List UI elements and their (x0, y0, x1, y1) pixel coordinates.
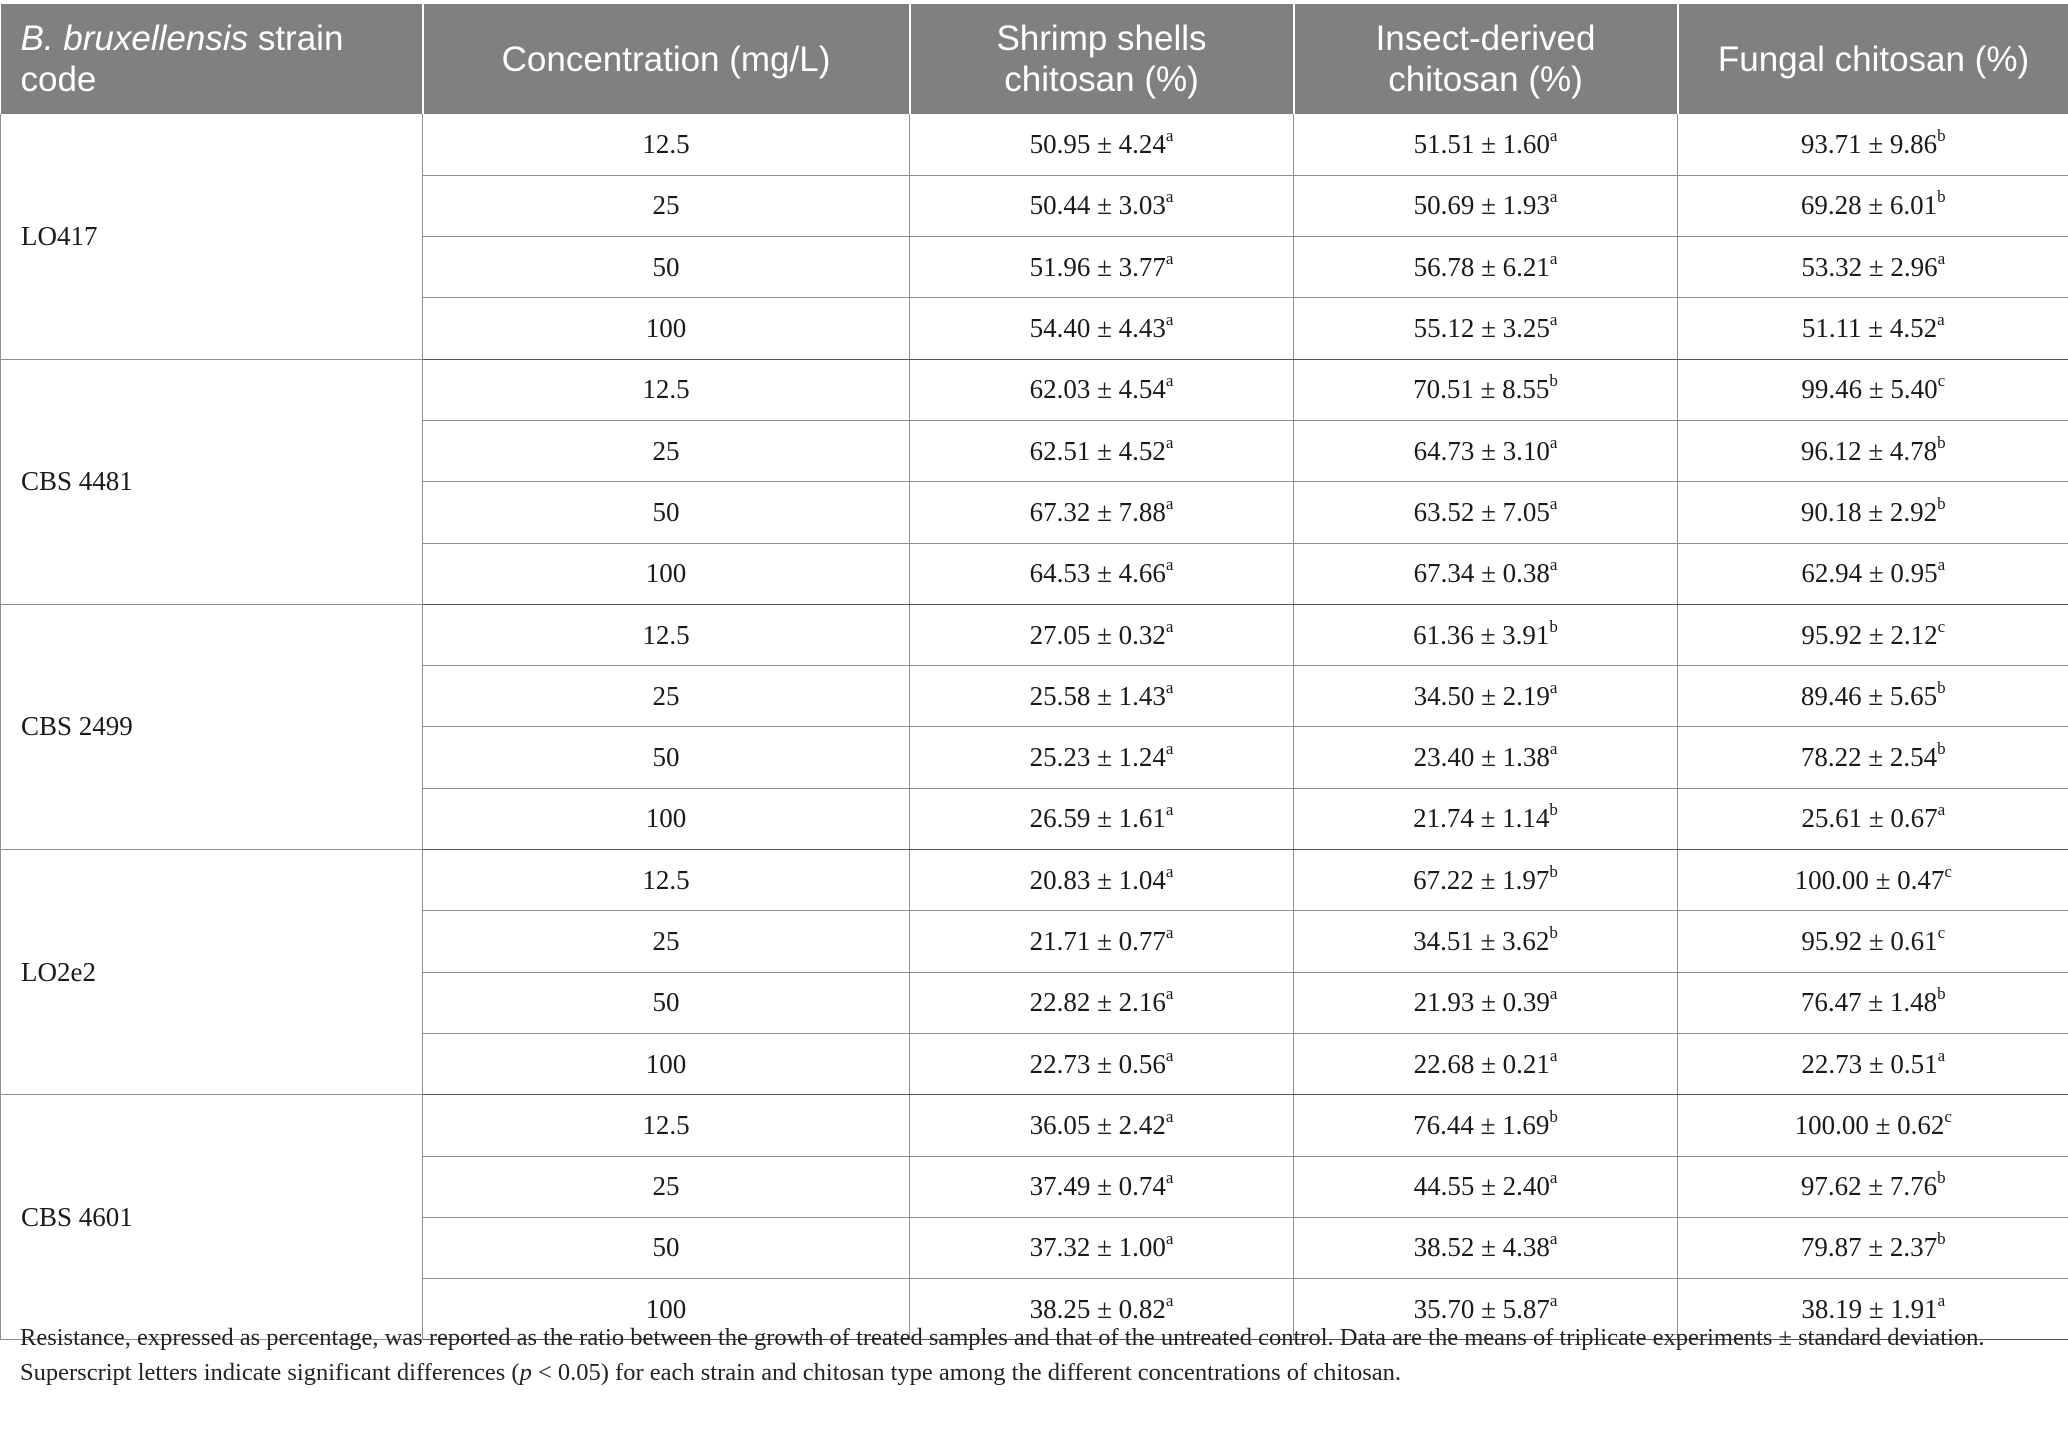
insect-significance-letter: a (1549, 1290, 1558, 1310)
header-insect-chitosan: Insect-derived chitosan (%) (1294, 4, 1678, 114)
insect-value: 63.52 ± 7.05 (1413, 496, 1550, 527)
insect-value: 51.51 ± 1.60 (1413, 128, 1550, 159)
strain-code-cell: LO2e2 (1, 850, 423, 1095)
shrimp-value: 38.25 ± 0.82 (1029, 1293, 1166, 1324)
insect-value: 23.40 ± 1.38 (1413, 742, 1550, 773)
insect-value: 22.68 ± 0.21 (1413, 1048, 1550, 1079)
shrimp-value: 26.59 ± 1.61 (1029, 803, 1166, 834)
shrimp-significance-letter: a (1165, 493, 1174, 513)
shrimp-significance-letter: a (1165, 1045, 1174, 1065)
fungal-value-cell (1678, 1156, 2068, 1217)
fungal-value-cell (1678, 727, 2068, 788)
insect-value: 21.74 ± 1.14 (1413, 803, 1550, 834)
shrimp-significance-letter: a (1165, 1168, 1174, 1188)
fungal-value-cell (1678, 1095, 2068, 1156)
concentration-cell: 25 (423, 175, 910, 236)
insect-value-cell (1294, 359, 1678, 420)
insect-significance-letter: b (1549, 800, 1558, 820)
fungal-value: 95.92 ± 0.61 (1801, 926, 1938, 956)
concentration-cell: 12.5 (423, 850, 910, 911)
shrimp-value: 21.71 ± 0.77 (1029, 926, 1166, 956)
shrimp-value-cell (910, 911, 1294, 972)
insect-value: 21.93 ± 0.39 (1413, 987, 1550, 1018)
shrimp-value-cell (910, 788, 1294, 849)
table-body (1, 114, 2068, 1340)
insect-significance-letter: a (1549, 677, 1558, 697)
strain-code-cell: LO417 (1, 114, 423, 359)
table-row (1, 850, 2068, 911)
insect-value-cell (1294, 1156, 1678, 1217)
fungal-value-cell (1678, 237, 2068, 298)
insect-value: 34.51 ± 3.62 (1413, 926, 1550, 956)
table-header (1, 4, 2068, 114)
fungal-value: 53.32 ± 2.96 (1801, 251, 1938, 282)
shrimp-value-cell (910, 1217, 1294, 1278)
fungal-value-cell (1678, 114, 2068, 175)
shrimp-value: 37.49 ± 0.74 (1029, 1171, 1166, 1202)
concentration-cell: 50 (423, 1217, 910, 1278)
shrimp-value: 64.53 ± 4.66 (1029, 558, 1166, 589)
fungal-value: 93.71 ± 9.86 (1800, 128, 1938, 159)
fungal-value-cell (1678, 298, 2068, 359)
header-strain-label: strain code (20, 19, 344, 99)
shrimp-value-cell (910, 604, 1294, 665)
insect-value: 70.51 ± 8.55 (1413, 374, 1550, 405)
shrimp-significance-letter: a (1165, 1290, 1174, 1310)
insect-significance-letter: b (1549, 616, 1558, 636)
shrimp-value-cell (910, 298, 1294, 359)
shrimp-significance-letter: a (1165, 187, 1174, 207)
insect-value-cell (1294, 1095, 1678, 1156)
concentration-cell: 12.5 (423, 1095, 910, 1156)
concentration-cell: 100 (423, 788, 910, 849)
shrimp-significance-letter: a (1165, 1229, 1174, 1249)
shrimp-value: 22.82 ± 2.16 (1029, 987, 1166, 1018)
insect-significance-letter: b (1549, 1106, 1558, 1126)
insect-value-cell (1294, 114, 1678, 175)
fungal-value-cell (1678, 788, 2068, 849)
insect-significance-letter: a (1549, 187, 1558, 207)
strain-code-cell: CBS 4601 (1, 1095, 423, 1340)
insect-value-cell (1294, 1033, 1678, 1094)
shrimp-significance-letter: a (1165, 616, 1174, 636)
concentration-cell: 50 (423, 727, 910, 788)
header-strain-code (1, 4, 423, 114)
insect-significance-letter: a (1549, 125, 1558, 145)
insect-value-cell (1294, 543, 1678, 604)
insect-value: 64.73 ± 3.10 (1413, 435, 1550, 466)
insect-value-cell (1294, 727, 1678, 788)
fungal-significance-letter: c (1937, 923, 1946, 942)
insect-value: 67.22 ± 1.97 (1413, 864, 1550, 895)
concentration-cell: 25 (423, 1156, 910, 1217)
shrimp-value-cell (910, 850, 1294, 911)
fungal-value: 95.92 ± 2.12 (1801, 619, 1938, 650)
results-table (0, 4, 2068, 1340)
fungal-value-cell (1678, 359, 2068, 420)
fungal-value-cell (1678, 911, 2068, 972)
shrimp-value-cell (910, 1095, 1294, 1156)
shrimp-significance-letter: a (1165, 310, 1174, 330)
shrimp-significance-letter: a (1165, 677, 1174, 697)
shrimp-value-cell (910, 420, 1294, 481)
fungal-value: 96.12 ± 4.78 (1800, 435, 1938, 466)
fungal-value: 51.11 ± 4.52 (1801, 313, 1938, 344)
fungal-value-cell (1678, 972, 2068, 1033)
fungal-value-cell (1678, 604, 2068, 665)
insect-significance-letter: b (1549, 923, 1558, 942)
shrimp-value: 67.32 ± 7.88 (1029, 496, 1166, 527)
fungal-value: 22.73 ± 0.51 (1801, 1048, 1938, 1079)
header-shrimp-chitosan: Shrimp shells chitosan (%) (910, 4, 1294, 114)
fungal-significance-letter: a (1937, 1045, 1946, 1065)
table-row (1, 359, 2068, 420)
insect-value-cell (1294, 482, 1678, 543)
shrimp-significance-letter: a (1165, 923, 1174, 942)
insect-significance-letter: a (1549, 432, 1558, 452)
shrimp-significance-letter: a (1165, 800, 1174, 820)
concentration-cell: 12.5 (423, 604, 910, 665)
table-row (1, 1095, 2068, 1156)
fungal-value: 62.94 ± 0.95 (1801, 558, 1938, 589)
fungal-value: 76.47 ± 1.48 (1800, 987, 1938, 1018)
insect-significance-letter: a (1549, 1045, 1558, 1065)
insect-value-cell (1294, 850, 1678, 911)
concentration-cell: 100 (423, 543, 910, 604)
fungal-value-cell (1678, 1033, 2068, 1094)
fungal-significance-letter: b (1937, 739, 1946, 759)
shrimp-significance-letter: a (1165, 432, 1174, 452)
fungal-significance-letter: c (1944, 1106, 1952, 1126)
insect-value: 38.52 ± 4.38 (1413, 1232, 1550, 1263)
shrimp-significance-letter: a (1165, 555, 1174, 575)
shrimp-significance-letter: a (1165, 861, 1174, 881)
shrimp-value: 62.51 ± 4.52 (1029, 435, 1166, 466)
shrimp-value: 25.23 ± 1.24 (1029, 742, 1166, 773)
concentration-cell: 25 (423, 911, 910, 972)
fungal-significance-letter: b (1937, 984, 1946, 1004)
insect-value-cell (1294, 604, 1678, 665)
concentration-cell: 100 (423, 298, 910, 359)
insect-significance-letter: b (1549, 371, 1558, 391)
fungal-value-cell (1678, 482, 2068, 543)
shrimp-value-cell (910, 482, 1294, 543)
fungal-significance-letter: c (1944, 861, 1952, 881)
shrimp-value: 22.73 ± 0.56 (1029, 1048, 1166, 1079)
shrimp-value: 62.03 ± 4.54 (1029, 374, 1166, 405)
insect-value-cell (1294, 972, 1678, 1033)
fungal-value: 90.18 ± 2.92 (1800, 496, 1938, 527)
insect-value-cell (1294, 237, 1678, 298)
insect-value: 34.50 ± 2.19 (1413, 680, 1550, 711)
shrimp-value-cell (910, 237, 1294, 298)
header-strain-species: B. bruxellensis (20, 19, 249, 58)
insect-value-cell (1294, 420, 1678, 481)
footnote-text-2: < 0.05) for each strain and chitosan type among the different concentrations of chitosan. (531, 1359, 1402, 1386)
table-row (1, 604, 2068, 665)
insect-value: 35.70 ± 5.87 (1413, 1293, 1550, 1324)
fungal-value: 100.00 ± 0.47 (1794, 864, 1945, 895)
shrimp-value-cell (910, 359, 1294, 420)
insect-value: 44.55 ± 2.40 (1413, 1171, 1550, 1202)
fungal-value-cell (1678, 850, 2068, 911)
shrimp-significance-letter: a (1165, 739, 1174, 759)
insect-value: 61.36 ± 3.91 (1413, 619, 1550, 650)
shrimp-value: 54.40 ± 4.43 (1029, 313, 1166, 344)
fungal-significance-letter: a (1937, 555, 1946, 575)
fungal-value: 97.62 ± 7.76 (1800, 1171, 1938, 1202)
header-concentration: Concentration (mg/L) (423, 4, 910, 114)
shrimp-value: 27.05 ± 0.32 (1029, 619, 1166, 650)
shrimp-value-cell (910, 175, 1294, 236)
insect-value-cell (1294, 298, 1678, 359)
shrimp-value: 37.32 ± 1.00 (1029, 1232, 1166, 1263)
concentration-cell: 50 (423, 482, 910, 543)
fungal-value: 38.19 ± 1.91 (1801, 1293, 1938, 1324)
shrimp-value-cell (910, 543, 1294, 604)
table-row (1, 114, 2068, 175)
insect-significance-letter: a (1549, 984, 1558, 1004)
fungal-significance-letter: a (1937, 248, 1946, 268)
fungal-value: 79.87 ± 2.37 (1800, 1232, 1938, 1263)
insect-significance-letter: b (1549, 861, 1558, 881)
shrimp-significance-letter: a (1165, 125, 1174, 145)
concentration-cell: 12.5 (423, 359, 910, 420)
concentration-cell: 100 (423, 1279, 910, 1340)
fungal-value-cell (1678, 175, 2068, 236)
footnote-text-1: Resistance, expressed as percentage, was reported as the ratio between the growth of treated samples and that of the untreated control. Data are the means of triplicate experiments ± standard deviation. Superscript letters indicate significant differences ( (20, 1324, 1985, 1386)
concentration-cell: 12.5 (423, 114, 910, 175)
table-footnote (20, 1320, 2050, 1390)
fungal-value: 100.00 ± 0.62 (1794, 1109, 1945, 1140)
header-row (1, 4, 2068, 114)
insect-value-cell (1294, 175, 1678, 236)
footnote-p-symbol: p (519, 1359, 532, 1386)
strain-code-cell: CBS 4481 (1, 359, 423, 604)
insect-value-cell (1294, 1217, 1678, 1278)
concentration-cell: 50 (423, 237, 910, 298)
insect-significance-letter: a (1549, 248, 1558, 268)
shrimp-value: 50.44 ± 3.03 (1029, 190, 1166, 221)
insect-significance-letter: a (1549, 739, 1558, 759)
fungal-value: 78.22 ± 2.54 (1800, 742, 1938, 773)
insect-value: 55.12 ± 3.25 (1413, 313, 1550, 344)
fungal-significance-letter: b (1937, 1229, 1946, 1249)
concentration-cell: 50 (423, 972, 910, 1033)
fungal-value-cell (1678, 543, 2068, 604)
insect-value-cell (1294, 788, 1678, 849)
fungal-value: 69.28 ± 6.01 (1800, 190, 1938, 221)
shrimp-value-cell (910, 666, 1294, 727)
shrimp-significance-letter: a (1165, 984, 1174, 1004)
fungal-significance-letter: b (1937, 432, 1946, 452)
fungal-significance-letter: c (1937, 616, 1946, 636)
insect-significance-letter: a (1549, 310, 1558, 330)
insect-value-cell (1294, 666, 1678, 727)
shrimp-significance-letter: a (1165, 1106, 1174, 1126)
fungal-value: 89.46 ± 5.65 (1800, 680, 1938, 711)
insect-significance-letter: a (1549, 555, 1558, 575)
concentration-cell: 25 (423, 420, 910, 481)
strain-code-cell: CBS 2499 (1, 604, 423, 849)
insect-significance-letter: a (1549, 1229, 1558, 1249)
insect-value: 67.34 ± 0.38 (1413, 558, 1550, 589)
shrimp-value-cell (910, 1033, 1294, 1094)
fungal-significance-letter: b (1937, 493, 1946, 513)
fungal-significance-letter: b (1937, 1168, 1946, 1188)
shrimp-value-cell (910, 972, 1294, 1033)
shrimp-value: 50.95 ± 4.24 (1029, 128, 1166, 159)
concentration-cell: 100 (423, 1033, 910, 1094)
fungal-significance-letter: c (1937, 371, 1946, 391)
fungal-value-cell (1678, 666, 2068, 727)
insect-value: 76.44 ± 1.69 (1413, 1109, 1550, 1140)
shrimp-significance-letter: a (1165, 248, 1174, 268)
fungal-significance-letter: b (1937, 187, 1946, 207)
shrimp-value: 25.58 ± 1.43 (1029, 680, 1166, 711)
fungal-significance-letter: a (1937, 310, 1945, 330)
shrimp-value-cell (910, 727, 1294, 788)
shrimp-value: 20.83 ± 1.04 (1029, 864, 1166, 895)
fungal-significance-letter: b (1937, 125, 1946, 145)
fungal-value: 25.61 ± 0.67 (1801, 803, 1938, 834)
fungal-significance-letter: a (1937, 800, 1946, 820)
shrimp-value-cell (910, 1156, 1294, 1217)
shrimp-significance-letter: a (1165, 371, 1174, 391)
concentration-cell: 25 (423, 666, 910, 727)
fungal-value: 99.46 ± 5.40 (1801, 374, 1938, 405)
fungal-significance-letter: b (1937, 677, 1946, 697)
insect-significance-letter: a (1549, 1168, 1558, 1188)
fungal-value-cell (1678, 420, 2068, 481)
fungal-value-cell (1678, 1217, 2068, 1278)
insect-value-cell (1294, 911, 1678, 972)
header-fungal-chitosan: Fungal chitosan (%) (1678, 4, 2068, 114)
fungal-significance-letter: a (1937, 1290, 1946, 1310)
shrimp-value: 36.05 ± 2.42 (1029, 1109, 1166, 1140)
shrimp-value-cell (910, 114, 1294, 175)
insect-value: 50.69 ± 1.93 (1413, 190, 1550, 221)
insect-value: 56.78 ± 6.21 (1413, 251, 1550, 282)
insect-significance-letter: a (1549, 493, 1558, 513)
shrimp-value: 51.96 ± 3.77 (1029, 251, 1166, 282)
